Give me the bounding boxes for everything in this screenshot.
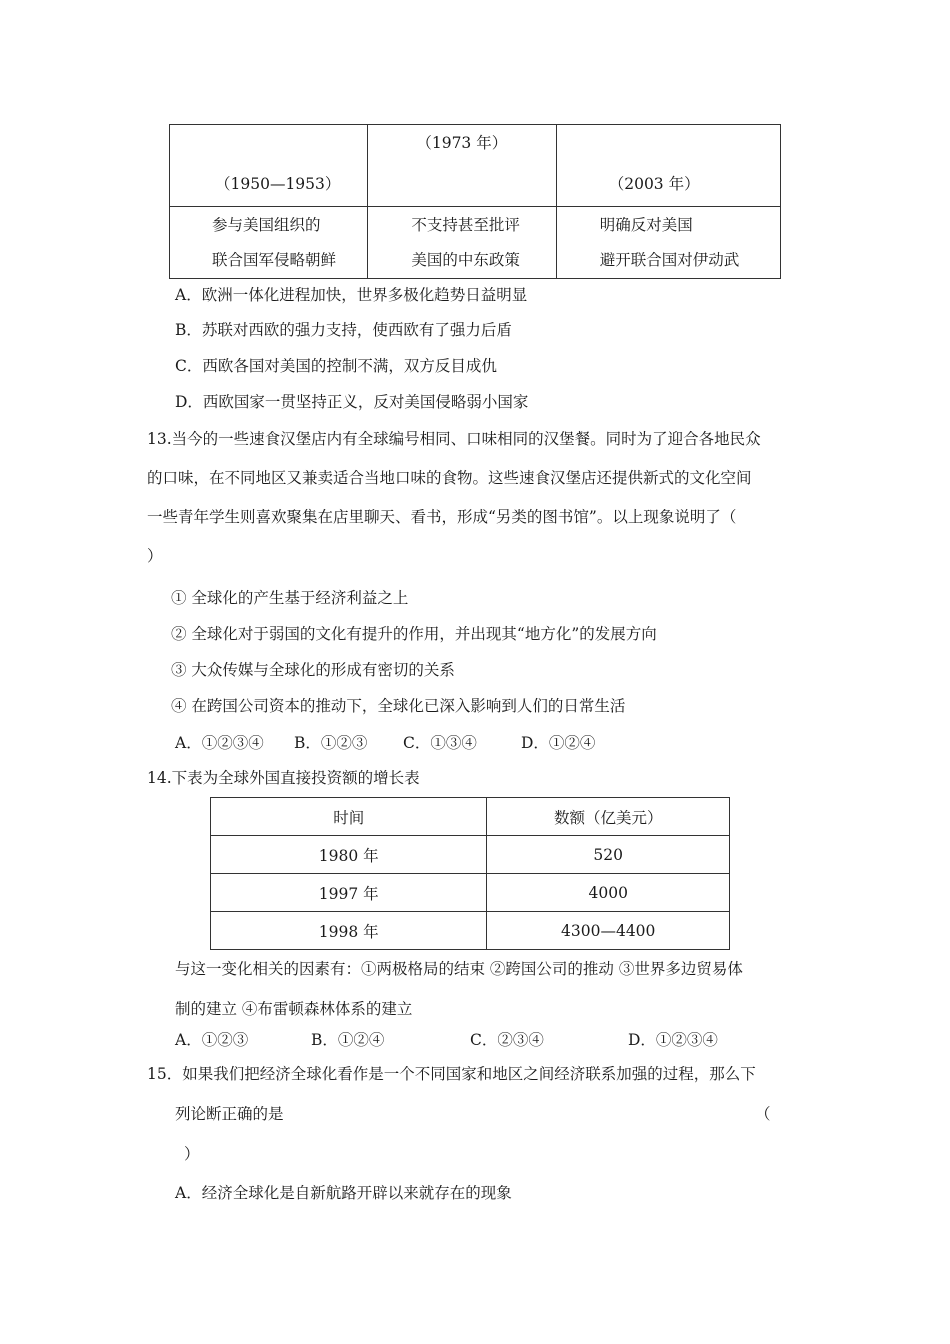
q13-stem-line: 13.当今的一些速食汉堡店内有全球编号相同、口味相同的汉堡餐。同时为了迎合各地民众	[147, 430, 761, 448]
header-label: （1950—1953）	[215, 175, 341, 193]
cell-line: 避开联合国对伊动武	[599, 251, 740, 269]
q13-statement: ② 全球化对于弱国的文化有提升的作用，并出现其“地方化”的发展方向	[171, 625, 657, 643]
table-cell: 1998 年	[211, 912, 487, 950]
q13-statement: ③ 大众传媒与全球化的形成有密切的关系	[171, 661, 455, 679]
q12-option-a: A．欧洲一体化进程加快，世界多极化趋势日益明显	[175, 286, 528, 304]
table-row	[211, 836, 730, 874]
q15-answer-paren-close: ）	[184, 1145, 200, 1163]
q14-option-a: A．①②③	[175, 1031, 249, 1049]
table-row	[211, 912, 730, 950]
q12-option-c: C．西欧各国对美国的控制不满，双方反目成仇	[175, 357, 497, 375]
table-header-cell: 数额（亿美元）	[487, 798, 730, 836]
q14-factors-line: 制的建立 ④布雷顿森林体系的建立	[175, 1000, 413, 1018]
table-cell	[556, 207, 780, 279]
q14-title: 14.下表为全球外国直接投资额的增长表	[147, 769, 420, 787]
q15-option-a: A．经济全球化是自新航路开辟以来就存在的现象	[175, 1184, 512, 1202]
q13-statement: ④ 在跨国公司资本的推动下，全球化已深入影响到人们的日常生活	[171, 697, 626, 715]
table-header-cell	[368, 125, 556, 207]
q14-option-d: D．①②③④	[628, 1031, 718, 1049]
table-cell: 1980 年	[211, 836, 487, 874]
cell-line: 明确反对美国	[599, 216, 693, 234]
q15-answer-paren-open: （	[755, 1105, 771, 1123]
comparison-table	[169, 124, 781, 279]
investment-table	[210, 797, 730, 950]
q13-stem-line: ）	[147, 547, 163, 565]
q12-option-b: B．苏联对西欧的强力支持，使西欧有了强力后盾	[175, 321, 512, 339]
cell-line: 联合国军侵略朝鲜	[212, 251, 337, 269]
q13-option-a: A．①②③④	[175, 734, 264, 752]
table-header-cell	[556, 125, 780, 207]
table-header-cell: 时间	[211, 798, 487, 836]
table-cell: 1997 年	[211, 874, 487, 912]
table-header-row	[170, 125, 781, 207]
q14-factors-line: 与这一变化相关的因素有：①两极格局的结束 ②跨国公司的推动 ③世界多边贸易体	[175, 960, 743, 978]
table-header-cell	[170, 125, 368, 207]
cell-line: 参与美国组织的	[212, 216, 321, 234]
table-header-row	[211, 798, 730, 836]
table-cell: 4000	[487, 874, 730, 912]
q13-option-d: D．①②④	[521, 734, 596, 752]
table-cell: 4300—4400	[487, 912, 730, 950]
q15-stem-line: 15．如果我们把经济全球化看作是一个不同国家和地区之间经济联系加强的过程，那么下	[147, 1065, 756, 1083]
q13-option-c: C．①③④	[403, 734, 477, 752]
cell-line: 不支持甚至批评	[411, 216, 520, 234]
table-cell: 520	[487, 836, 730, 874]
table-cell	[170, 207, 368, 279]
q13-option-b: B．①②③	[294, 734, 368, 752]
header-label: （1973 年）	[416, 134, 508, 152]
cell-line: 美国的中东政策	[411, 251, 520, 269]
q13-statement: ① 全球化的产生基于经济利益之上	[171, 589, 409, 607]
table-cell	[368, 207, 556, 279]
q13-stem-line: 的口味，在不同地区又兼卖适合当地口味的食物。这些速食汉堡店还提供新式的文化空间	[147, 469, 752, 487]
table-row	[170, 207, 781, 279]
table-row	[211, 874, 730, 912]
header-label: （2003 年）	[608, 175, 700, 193]
q15-stem-line: 列论断正确的是	[175, 1105, 284, 1123]
q14-option-c: C．②③④	[470, 1031, 544, 1049]
q13-stem-line: 一些青年学生则喜欢聚集在店里聊天、看书，形成“另类的图书馆”。以上现象说明了（	[147, 508, 737, 526]
q14-option-b: B．①②④	[311, 1031, 385, 1049]
q12-option-d: D．西欧国家一贯坚持正义，反对美国侵略弱小国家	[175, 393, 529, 411]
